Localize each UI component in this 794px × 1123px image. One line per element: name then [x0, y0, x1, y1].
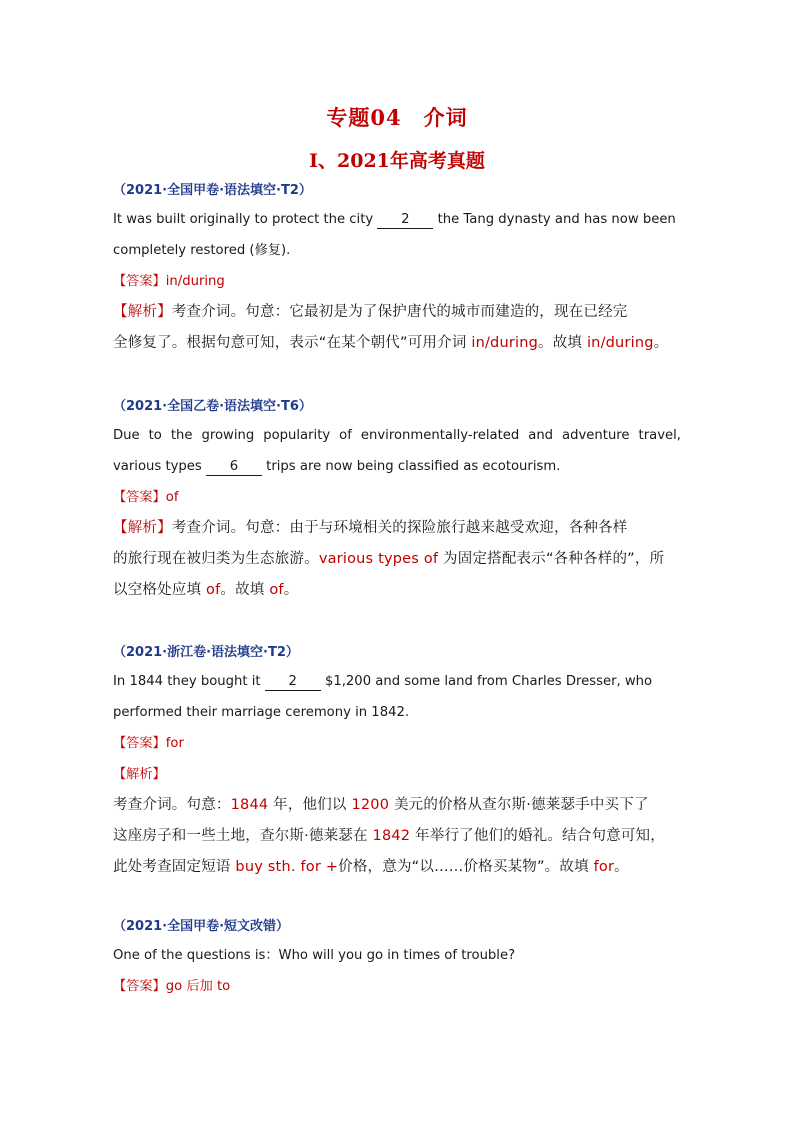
analysis-label: 【解析】 — [113, 520, 172, 536]
analysis-highlight: various types of — [318, 551, 444, 567]
answer-blank: 6 — [206, 459, 262, 476]
answer-label: 【答案】 — [113, 490, 166, 505]
question-text-line — [113, 451, 681, 482]
analysis-line — [113, 575, 681, 606]
question-text: In 1844 they bought it — [113, 674, 265, 689]
question-text: the Tang dynasty and has now been — [433, 212, 676, 227]
analysis-line — [113, 297, 681, 328]
question-1 — [113, 178, 681, 359]
analysis-text: 考查介词。句意： — [113, 797, 231, 813]
analysis-highlight: 1200 — [351, 797, 394, 813]
question-3 — [113, 640, 681, 883]
analysis-highlight: in/during — [471, 335, 539, 351]
analysis-label: 【解析】 — [113, 304, 172, 320]
answer-line — [113, 482, 681, 513]
analysis-highlight: 1842 — [372, 828, 416, 844]
analysis-label-line — [113, 759, 681, 790]
analysis-text: 全修复了。根据句意可知，表示“在某个朝代”可用介词 — [113, 335, 472, 351]
question-source: （2021·全国甲卷·语法填空·T2） — [113, 183, 312, 198]
answer-label: 【答案】 — [113, 736, 166, 751]
answer-label: 【答案】 — [113, 979, 166, 994]
question-source: （2021·全国乙卷·语法填空·T6） — [113, 399, 312, 414]
analysis-text: 。故填 — [538, 335, 587, 351]
question-source: （2021·全国甲卷·短文改错） — [113, 919, 290, 934]
analysis-text: 的旅行现在被归类为生态旅游。 — [113, 551, 319, 567]
answer-value: go 后加 to — [165, 979, 231, 994]
answer-value: for — [165, 736, 184, 751]
analysis-line — [113, 328, 681, 359]
question-text: performed their marriage ceremony in 1842. — [113, 705, 410, 720]
analysis-line — [113, 544, 681, 575]
answer-blank: 2 — [377, 212, 433, 229]
analysis-text: 考查介词。句意：由于与环境相关的探险旅行越来越受欢迎，各种各样 — [171, 520, 628, 536]
analysis-highlight: of — [269, 582, 284, 598]
analysis-highlight: buy sth. for + — [235, 859, 339, 875]
question-text: completely restored (修复). — [113, 243, 291, 258]
answer-label: 【答案】 — [113, 274, 166, 289]
answer-line — [113, 728, 681, 759]
question-text: One of the questions is：Who will you go in times of trouble? — [113, 948, 516, 963]
answer-line — [113, 971, 681, 1002]
answer-value: of — [165, 490, 179, 505]
analysis-text: 。 — [283, 582, 299, 598]
analysis-text: 。 — [614, 859, 629, 875]
question-text: various types — [113, 459, 206, 474]
analysis-text: 年，他们以 — [273, 797, 352, 813]
answer-line — [113, 266, 681, 297]
question-text-line — [113, 204, 681, 235]
question-4 — [113, 914, 681, 1002]
question-text-line — [113, 940, 681, 971]
analysis-text: 价格，意为“以……价格买某物”。故填 — [338, 859, 594, 875]
analysis-text: 以空格处应填 — [113, 582, 207, 598]
analysis-text: 考查介词。句意：它最初是为了保护唐代的城市而建造的，现在已经完 — [171, 304, 628, 320]
question-text: It was built originally to protect the city — [113, 212, 378, 227]
question-text: trips are now being classified as ecotourism. — [261, 459, 561, 474]
question-source: （2021·浙江卷·语法填空·T2） — [113, 645, 299, 660]
analysis-text: 。 — [653, 335, 669, 351]
question-2 — [113, 394, 681, 606]
analysis-line — [113, 821, 681, 852]
analysis-highlight: for — [593, 859, 615, 875]
analysis-line — [113, 852, 681, 883]
question-text-line — [113, 420, 681, 451]
analysis-text: 此处考查固定短语 — [113, 859, 236, 875]
analysis-text: 。故填 — [220, 582, 270, 598]
analysis-highlight: 1844 — [230, 797, 274, 813]
question-text-line — [113, 666, 681, 697]
analysis-text: 年举行了他们的婚礼。结合句意可知， — [415, 828, 665, 844]
question-text-line — [113, 697, 681, 728]
analysis-line — [113, 513, 681, 544]
answer-blank: 2 — [265, 674, 321, 691]
analysis-label: 【解析】 — [113, 767, 166, 782]
analysis-text: 为固定搭配表示“各种各样的”，所 — [443, 551, 665, 567]
analysis-text: 美元的价格从查尔斯·德莱瑟手中买下了 — [393, 797, 649, 813]
section-title: I、2021年高考真题 — [309, 150, 485, 172]
answer-value: in/during — [165, 274, 225, 289]
analysis-highlight: in/during — [586, 335, 654, 351]
document-title: 专题04 介词 — [326, 105, 468, 130]
question-text: Due to the growing popularity of environmentally-related and adventure travel, — [113, 428, 681, 443]
analysis-line — [113, 790, 681, 821]
question-text-line — [113, 235, 681, 266]
analysis-text: 这座房子和一些土地，查尔斯·德莱瑟在 — [113, 828, 373, 844]
question-text: $1,200 and some land from Charles Dresser, who — [320, 674, 653, 689]
analysis-highlight: of — [206, 582, 221, 598]
